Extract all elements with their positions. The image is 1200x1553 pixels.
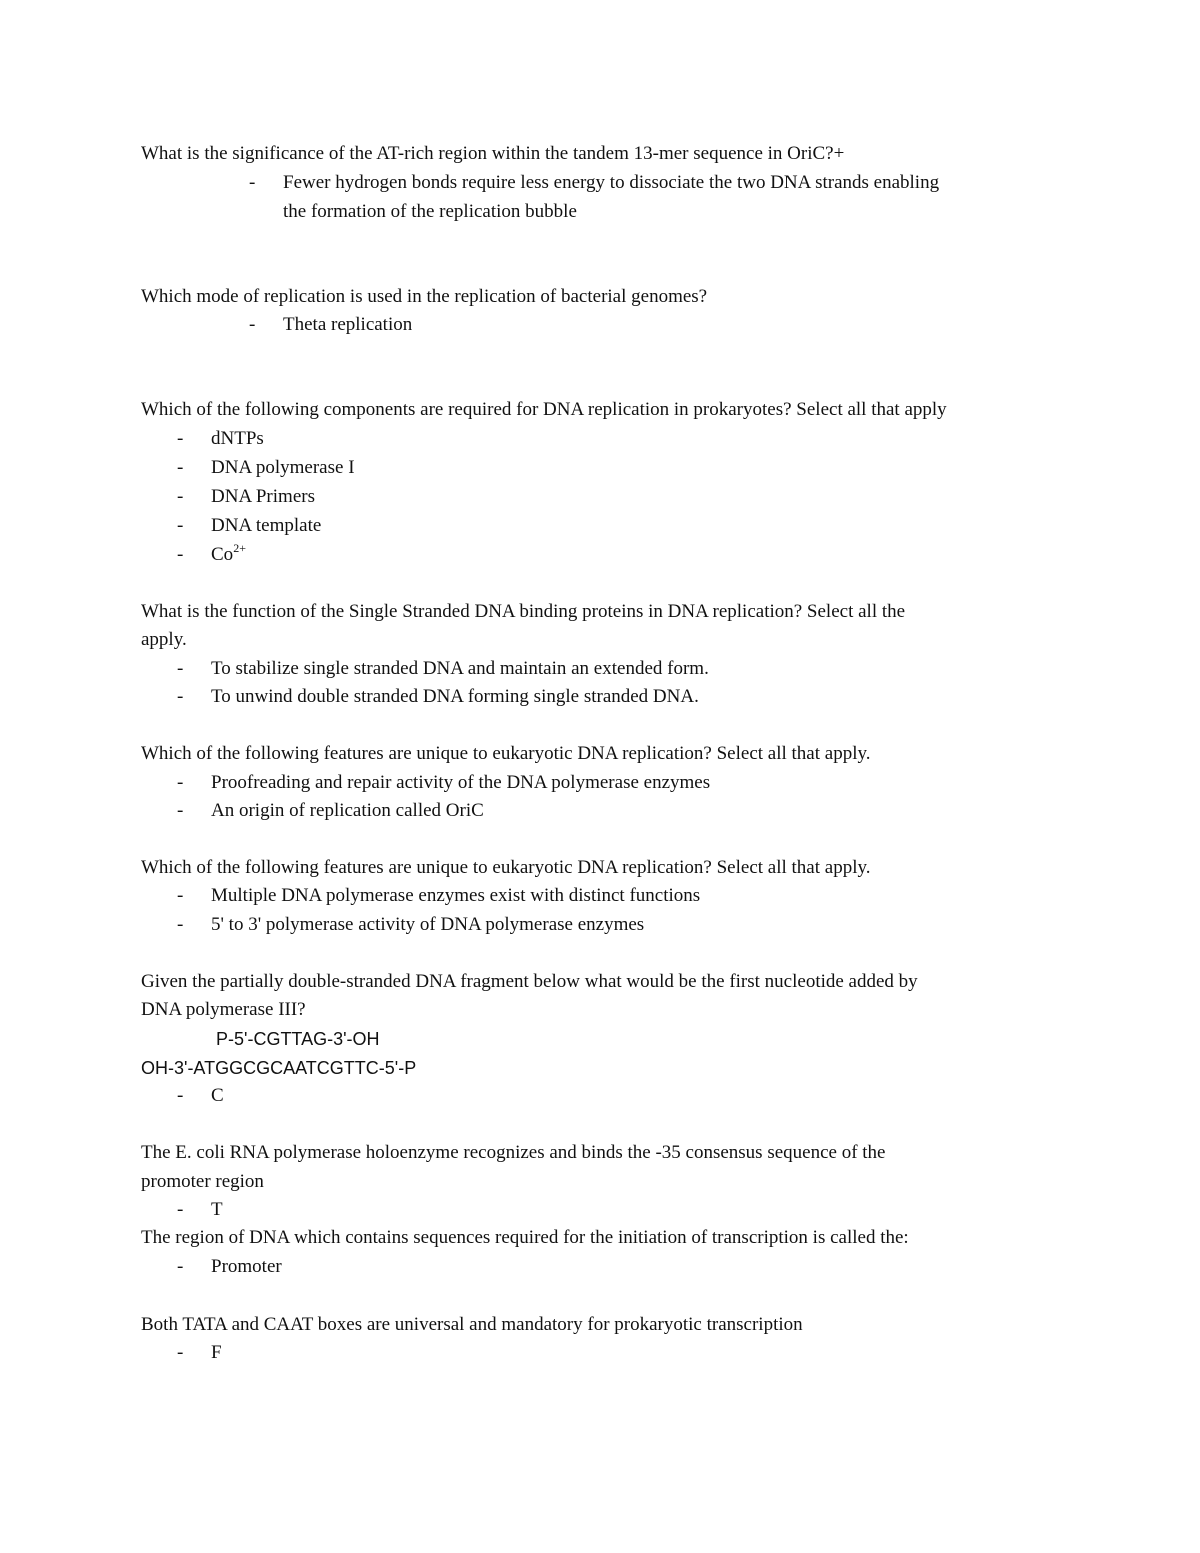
answer-3-item: dNTPs [211,428,264,449]
answer-6-item: 5' to 3' polymerase activity of DNA polymerase enzymes [211,914,645,935]
question-7-line-1: Given the partially double-stranded DNA fragment below what would be the first nucleotide added by [141,971,918,992]
answer-1-line-1: Fewer hydrogen bonds require less energy to dissociate the two DNA strands enabling [283,172,940,193]
question-10: Both TATA and CAAT boxes are universal and mandatory for prokaryotic transcription [141,1314,803,1335]
bullet-dash: - [177,1199,184,1220]
question-6: Which of the following features are unique to eukaryotic DNA replication? Select all that apply. [141,857,871,878]
bullet-dash: - [177,800,184,821]
question-5: Which of the following features are unique to eukaryotic DNA replication? Select all that apply. [141,743,871,764]
bullet-dash: - [177,544,184,565]
bullet-dash: - [177,515,184,536]
answer-1-line-2: the formation of the replication bubble [283,201,577,222]
bullet-dash: - [177,486,184,507]
bullet-dash: - [177,772,184,793]
answer-10: F [211,1342,222,1363]
answer-9: Promoter [211,1256,282,1277]
bullet-dash: - [177,885,184,906]
bullet-dash: - [177,457,184,478]
question-8-line-2: promoter region [141,1171,264,1192]
bullet-dash: - [177,428,184,449]
answer-6-item: Multiple DNA polymerase enzymes exist with distinct functions [211,885,701,906]
bullet-dash: - [177,1256,184,1277]
question-7-line-2: DNA polymerase III? [141,999,306,1020]
bullet-dash: - [177,1085,184,1106]
dna-bottom-strand: OH-3'-ATGGCGCAATCGTTC-5'-P [141,1058,417,1078]
question-4-line-2: apply. [141,629,187,650]
question-2: Which mode of replication is used in the replication of bacterial genomes? [141,286,708,307]
answer-2: Theta replication [283,314,413,335]
answer-3-item: DNA polymerase I [211,457,355,478]
ion-symbol: Co [211,544,234,565]
answer-3-item-ion [211,543,246,567]
answer-4-item: To stabilize single stranded DNA and maintain an extended form. [211,658,709,679]
bullet-dash: - [249,172,256,193]
bullet-dash: - [177,658,184,679]
answer-7: C [211,1085,224,1106]
question-3: Which of the following components are required for DNA replication in prokaryotes? Select all that apply [141,399,947,420]
bullet-dash: - [249,314,256,335]
dna-top-strand: P-5'-CGTTAG-3'-OH [216,1029,380,1049]
bullet-dash: - [177,914,184,935]
answer-8: T [211,1199,223,1220]
bullet-dash: - [177,686,184,707]
question-8-line-1: The E. coli RNA polymerase holoenzyme recognizes and binds the -35 consensus sequence of the [141,1142,886,1163]
answer-3-item: DNA template [211,515,322,536]
question-1: What is the significance of the AT-rich region within the tandem 13-mer sequence in OriC?+ [141,143,845,164]
question-9: The region of DNA which contains sequences required for the initiation of transcription is called the: [141,1227,909,1248]
ion-charge: 2+ [233,541,246,555]
answer-3-item: DNA Primers [211,486,315,507]
question-4-line-1: What is the function of the Single Stranded DNA binding proteins in DNA replication? Select all the [141,601,906,622]
answer-5-item: An origin of replication called OriC [211,800,484,821]
answer-5-item: Proofreading and repair activity of the DNA polymerase enzymes [211,772,711,793]
answer-4-item: To unwind double stranded DNA forming single stranded DNA. [211,686,699,707]
bullet-dash: - [177,1342,184,1363]
